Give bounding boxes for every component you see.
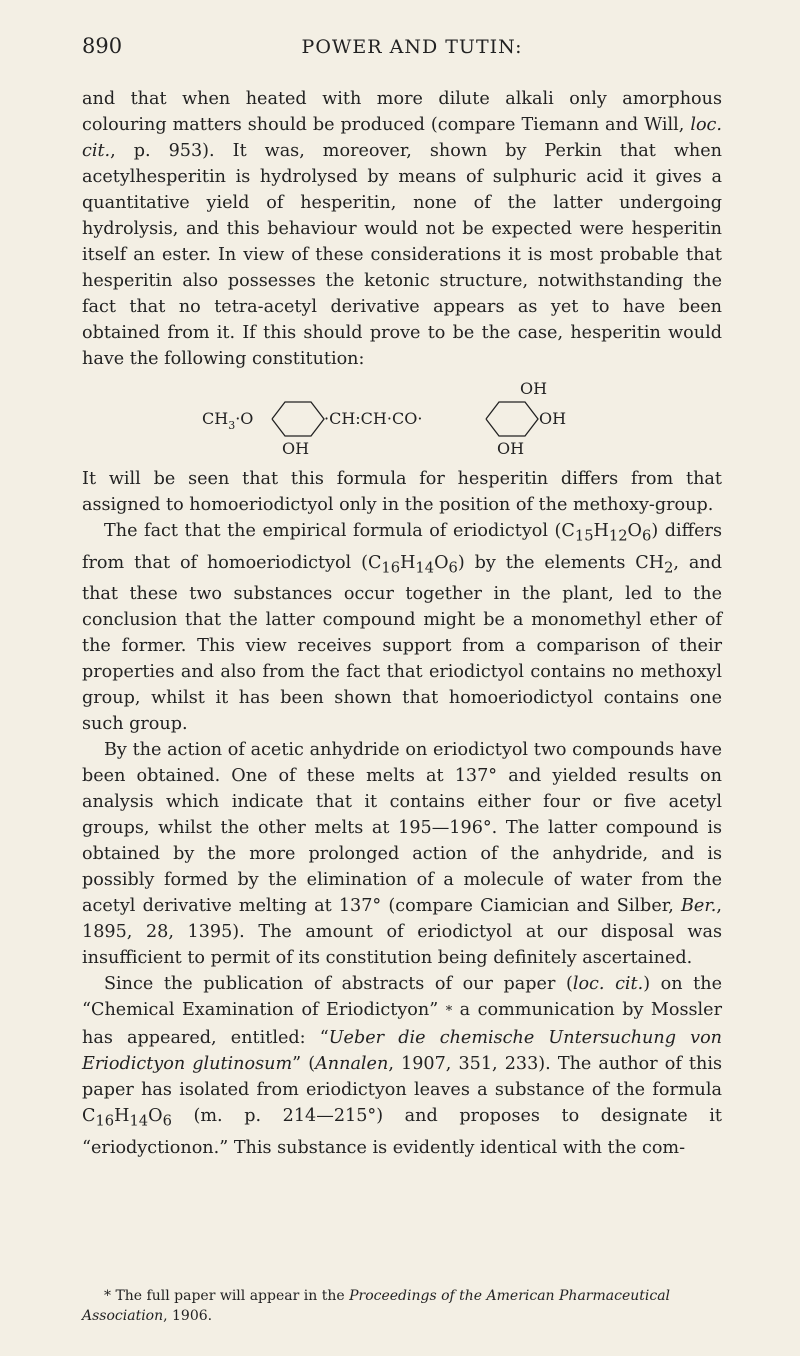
formula-chain: ·CH:CH·CO·: [324, 409, 423, 428]
paragraph-4: By the action of acetic anhydride on eriodictyol two compounds have been obtained. One of these melts at 137° and yielded results on analysis which indicate that it contains either four or five acetyl groups, whilst the other melts at 195—196°. The latter compound is obtained by the more prolonged action of the anhydride, and is possibly formed by the elimination of a molecule of water from the acetyl derivative melting at 137° (compare Ciamician and Silber, Ber., 1895, 28, 1395). The amount of eriodictyol at our disposal was insufficient to permit of its constitution being definitely ascertained.: [82, 740, 722, 969]
formula-right-oh: OH: [539, 409, 567, 428]
formula-top-oh: OH: [520, 379, 548, 398]
formula-left-group: $CH_3\cdot O$: [202, 409, 254, 432]
running-title: POWER AND TUTIN:: [301, 36, 523, 58]
page-number: 890: [82, 34, 123, 58]
formula-right-ring: [486, 402, 538, 436]
footnote-reference: *: [445, 1004, 453, 1020]
paragraph-2: It will be seen that this formula for hesperitin differs from that assigned to homoeriodictyol only in the position of the methoxy-group.: [82, 469, 722, 515]
body-text: [82, 86, 722, 1161]
page-header: [82, 34, 722, 64]
paragraph-1: and that when heated with more dilute alkali only amorphous colouring matters should be produced (compare Tiemann and Will, loc. cit., p. 953). It was, moreover, shown by Perkin that when acetylhesperitin is hydrolysed by means of sulphuric acid it gives a quantitative yield of hesperitin, none of the latter undergoing hydrolysis, and this behaviour would not be expected were hesperitin itself an ester. In view of these considerations it is most probable that hesperitin also possesses the ketonic structure, notwithstanding the fact that no tetra-acetyl derivative appears as yet to have been obtained from it. If this should prove to be the case, hesperitin would have the following constitution:: [82, 89, 722, 369]
hesperitin-formula: [82, 372, 722, 464]
footnote: * The full paper will appear in the Proceedings of the American Pharmaceutical Association, 1906.: [82, 1288, 671, 1324]
formula-bottom-oh-left: OH: [282, 439, 310, 458]
formula-bottom-oh-right: OH: [497, 439, 525, 458]
paragraph-5: Since the publication of abstracts of our paper (loc. cit.) on the “Chemical Examination of Eriodictyon” * a communication by Mossler has appeared, entitled: “Ueber die chemische Untersuchung von Eriodictyon glutinosum” (Annalen, 1907, 351, 233). The author of this paper has isolated from eriodictyon leaves a substance of the formula $C_{16}H_{14}O_6$ (m. p. 214—215°) and proposes to designate it “eriodyctionon.” This substance is evidently identical with the com-: [82, 974, 723, 1158]
paragraph-3: The fact that the empirical formula of eriodictyol $(C_{15}H_{12}O_6)$ differs from that of homoeriodictyol $(C_{16}H_{14}O_6)$ by the elements $CH_2$, and that these two substances occur together in the plant, led to the conclusion that the latter compound might be a monomethyl ether of the former. This view receives support from a comparison of their properties and also from the fact that eriodictyol contains no methoxyl group, whilst it has been shown that homoeriodictyol contains one such group.: [82, 521, 722, 735]
formula-left-ring: [272, 402, 324, 436]
